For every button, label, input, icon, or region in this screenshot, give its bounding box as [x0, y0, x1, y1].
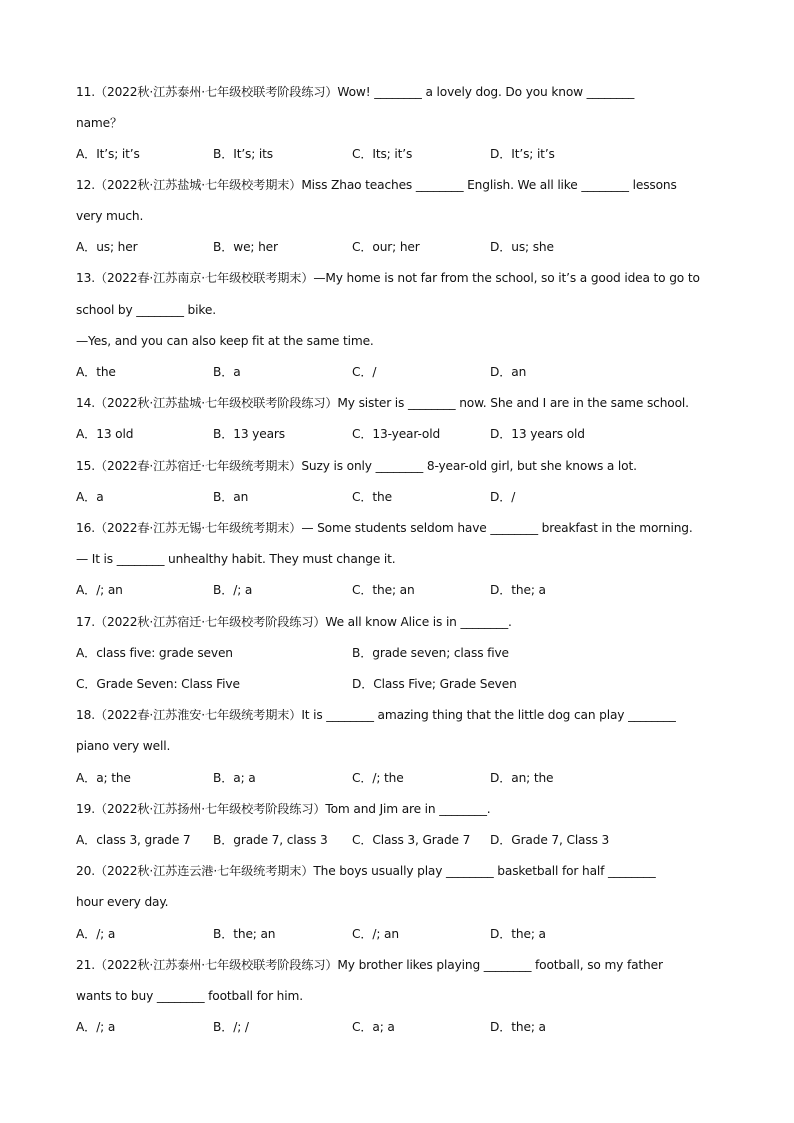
question-16-option-d: D．the; a	[490, 583, 546, 597]
question-17-option-b: B．grade seven; class five	[352, 646, 509, 660]
question-15-option-b: B．an	[213, 490, 249, 504]
question-15-option-a: A．a	[76, 490, 104, 504]
question-13-stem-line-2: school by ________ bike.	[76, 303, 216, 317]
question-16-stem-line-1: 16.（2022春·江苏无锡·七年级统考期末）— Some students seldom have ________ breakfast in the morning.	[76, 521, 693, 535]
question-13-stem-line-3: —Yes, and you can also keep fit at the same time.	[76, 334, 374, 348]
question-21-option-b: B．/; /	[213, 1020, 249, 1034]
question-20-stem-line-2: hour every day.	[76, 895, 169, 909]
question-18-option-d: D．an; the	[490, 771, 554, 785]
question-21-stem-line-1: 21.（2022秋·江苏泰州·七年级校联考阶段练习）My brother likes playing ________ football, so my father	[76, 958, 663, 972]
question-13-stem-line-1: 13.（2022春·江苏南京·七年级校联考期末）—My home is not far from the school, so it’s a good idea to go to	[76, 271, 700, 285]
question-17-stem-line-1: 17.（2022秋·江苏宿迁·七年级校考阶段练习）We all know Alice is in ________.	[76, 615, 512, 629]
question-17-option-c: C．Grade Seven: Class Five	[76, 677, 240, 691]
question-11-option-b: B．It’s; its	[213, 147, 273, 161]
question-11-option-a: A．It’s; it’s	[76, 147, 140, 161]
question-19-option-a: A．class 3, grade 7	[76, 833, 191, 847]
question-20-option-c: C．/; an	[352, 927, 399, 941]
question-11-stem-line-1: 11.（2022秋·江苏泰州·七年级校联考阶段练习）Wow! ________ a lovely dog. Do you know ________	[76, 85, 635, 99]
question-21-option-a: A．/; a	[76, 1020, 116, 1034]
question-15-option-c: C．the	[352, 490, 392, 504]
question-14-option-a: A．13 old	[76, 427, 134, 441]
question-11-option-d: D．It’s; it’s	[490, 147, 555, 161]
question-14-option-c: C．13-year-old	[352, 427, 441, 441]
question-19-option-d: D．Grade 7, Class 3	[490, 833, 610, 847]
question-20-option-b: B．the; an	[213, 927, 276, 941]
question-18-option-c: C．/; the	[352, 771, 404, 785]
question-13-option-a: A．the	[76, 365, 116, 379]
question-12-stem-line-2: very much.	[76, 209, 144, 223]
question-16-option-c: C．the; an	[352, 583, 415, 597]
question-21-option-d: D．the; a	[490, 1020, 546, 1034]
question-14-stem-line-1: 14.（2022秋·江苏盐城·七年级校联考阶段练习）My sister is ________ now. She and I are in the same school.	[76, 396, 689, 410]
question-13-option-d: D．an	[490, 365, 527, 379]
question-12-option-d: D．us; she	[490, 240, 554, 254]
question-20-option-a: A．/; a	[76, 927, 116, 941]
question-21-option-c: C．a; a	[352, 1020, 395, 1034]
question-16-option-b: B．/; a	[213, 583, 253, 597]
question-20-option-d: D．the; a	[490, 927, 546, 941]
question-11-stem-line-2: name？	[76, 116, 123, 130]
question-18-stem-line-2: piano very well.	[76, 739, 171, 753]
question-18-stem-line-1: 18.（2022春·江苏淮安·七年级统考期末）It is ________ amazing thing that the little dog can play ________	[76, 708, 676, 722]
question-17-option-a: A．class five: grade seven	[76, 646, 233, 660]
question-19-option-b: B．grade 7, class 3	[213, 833, 328, 847]
question-20-stem-line-1: 20.（2022秋·江苏连云港·七年级统考期末）The boys usually play ________ basketball for half ________	[76, 864, 656, 878]
question-12-option-b: B．we; her	[213, 240, 278, 254]
question-18-option-b: B．a; a	[213, 771, 256, 785]
question-13-option-c: C．/	[352, 365, 377, 379]
question-13-option-b: B．a	[213, 365, 241, 379]
question-12-stem-line-1: 12.（2022秋·江苏盐城·七年级校考期末）Miss Zhao teaches ________ English. We all like ________ lessons	[76, 178, 677, 192]
question-15-stem-line-1: 15.（2022春·江苏宿迁·七年级统考期末）Suzy is only ________ 8-year-old girl, but she knows a lot.	[76, 459, 637, 473]
question-17-option-d: D．Class Five; Grade Seven	[352, 677, 517, 691]
question-16-stem-line-2: — It is ________ unhealthy habit. They must change it.	[76, 552, 396, 566]
question-18-option-a: A．a; the	[76, 771, 131, 785]
question-21-stem-line-2: wants to buy ________ football for him.	[76, 989, 303, 1003]
question-16-option-a: A．/; an	[76, 583, 123, 597]
question-11-option-c: C．Its; it’s	[352, 147, 413, 161]
question-19-option-c: C．Class 3, Grade 7	[352, 833, 471, 847]
question-19-stem-line-1: 19.（2022秋·江苏扬州·七年级校考阶段练习）Tom and Jim are in ________.	[76, 802, 491, 816]
question-15-option-d: D．/	[490, 490, 516, 504]
question-12-option-c: C．our; her	[352, 240, 420, 254]
question-14-option-d: D．13 years old	[490, 427, 585, 441]
question-12-option-a: A．us; her	[76, 240, 138, 254]
question-14-option-b: B．13 years	[213, 427, 285, 441]
